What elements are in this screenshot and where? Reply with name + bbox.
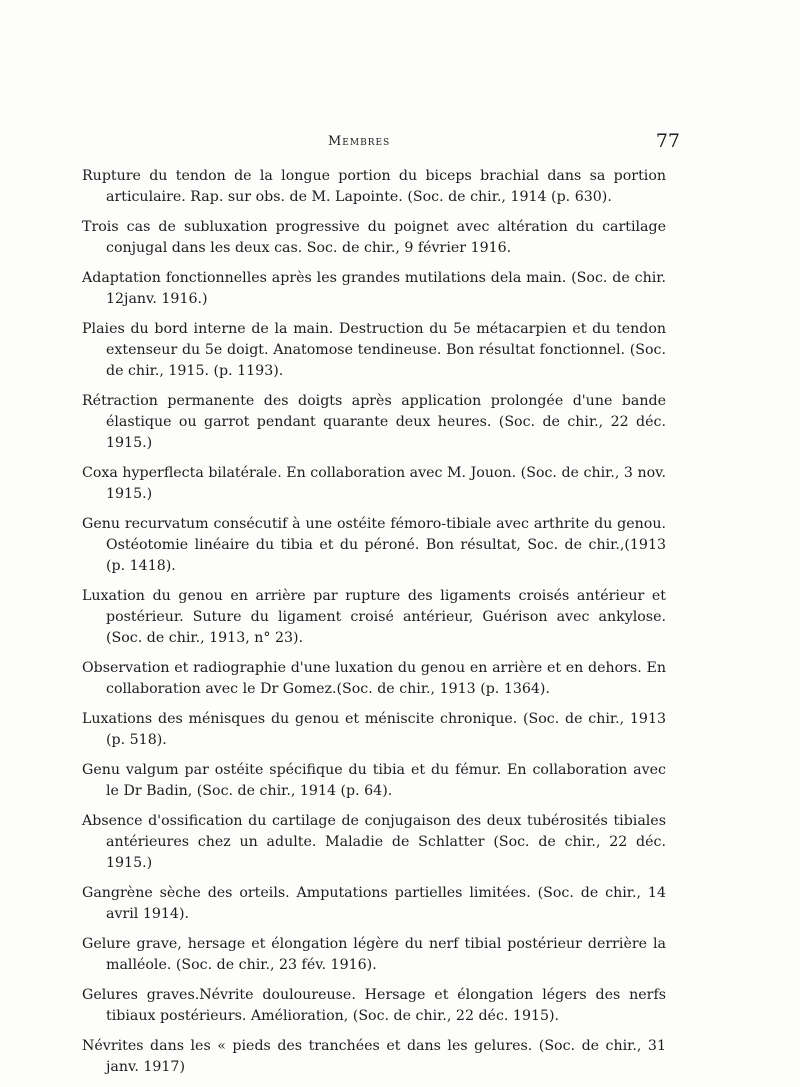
- bibliography-entry: Gelures graves.Névrite douloureuse. Hersage et élongation légers des nerfs tibiaux postérieurs. Amélioration, (Soc. de chir., 22 déc. 1915).: [82, 987, 666, 1024]
- bibliography-entry: Coxa hyperflecta bilatérale. En collaboration avec M. Jouon. (Soc. de chir., 3 nov. 1915.): [82, 465, 666, 502]
- bibliography-entry: Luxations des ménisques du genou et méniscite chronique. (Soc. de chir., 1913 (p. 518).: [82, 711, 666, 748]
- bibliography-entry: Gangrène sèche des orteils. Amputations partielles limitées. (Soc. de chir., 14 avril 1914).: [82, 885, 666, 922]
- bibliography-entry: Gelure grave, hersage et élongation légère du nerf tibial postérieur derrière la malléole. (Soc. de chir., 23 fév. 1916).: [82, 936, 666, 973]
- bibliography-entry: Trois cas de subluxation progressive du poignet avec altération du cartilage conjugal dans les deux cas. Soc. de chir., 9 février 1916.: [82, 219, 666, 256]
- bibliography-entry: Genu recurvatum consécutif à une ostéite fémoro-tibiale avec arthrite du genou. Ostéotomie linéaire du tibia et du péroné. Bon résultat, Soc. de chir.,(1913 (p. 1418).: [82, 516, 666, 574]
- bibliography-entry: Rétraction permanente des doigts après application prolongée d'une bande élastique ou garrot pendant quarante deux heures. (Soc. de chir., 22 déc. 1915.): [82, 393, 666, 451]
- bibliography-entry: Observation et radiographie d'une luxation du genou en arrière et en dehors. En collaboration avec le Dr Gomez.(Soc. de chir., 1913 (p. 1364).: [82, 660, 666, 697]
- bibliography-entry: Absence d'ossification du cartilage de conjugaison des deux tubérosités tibiales antérieures chez un adulte. Maladie de Schlatter (Soc. de chir., 22 déc. 1915.): [82, 813, 666, 871]
- running-title: Membres: [328, 134, 391, 149]
- bibliography-entry: Rupture du tendon de la longue portion du biceps brachial dans sa portion articulaire. Rap. sur obs. de M. Lapointe. (Soc. de chir., 1914 (p. 630).: [82, 168, 666, 205]
- page-number: 77: [655, 130, 680, 152]
- bibliography-entry: Genu valgum par ostéite spécifique du tibia et du fémur. En collaboration avec le Dr Badin, (Soc. de chir., 1914 (p. 64).: [82, 762, 666, 799]
- bibliography-entry: Luxation du genou en arrière par rupture des ligaments croisés antérieur et postérieur. Suture du ligament croisé antérieur, Guérison avec ankylose. (Soc. de chir., 1913, n° 23).: [82, 588, 666, 646]
- bibliography-entry: Adaptation fonctionnelles après les grandes mutilations dela main. (Soc. de chir. 12janv. 1916.): [82, 270, 666, 307]
- bibliography-entry: Névrites dans les « pieds des tranchées et dans les gelures. (Soc. de chir., 31 janv. 1917): [82, 1038, 666, 1075]
- bibliography-entry: Plaies du bord interne de la main. Destruction du 5e métacarpien et du tendon extenseur du 5e doigt. Anatomose tendineuse. Bon résultat fonctionnel. (Soc. de chir., 1915. (p. 1193).: [82, 321, 666, 379]
- page-header: [80, 130, 680, 158]
- bibliography-list: [82, 166, 666, 1087]
